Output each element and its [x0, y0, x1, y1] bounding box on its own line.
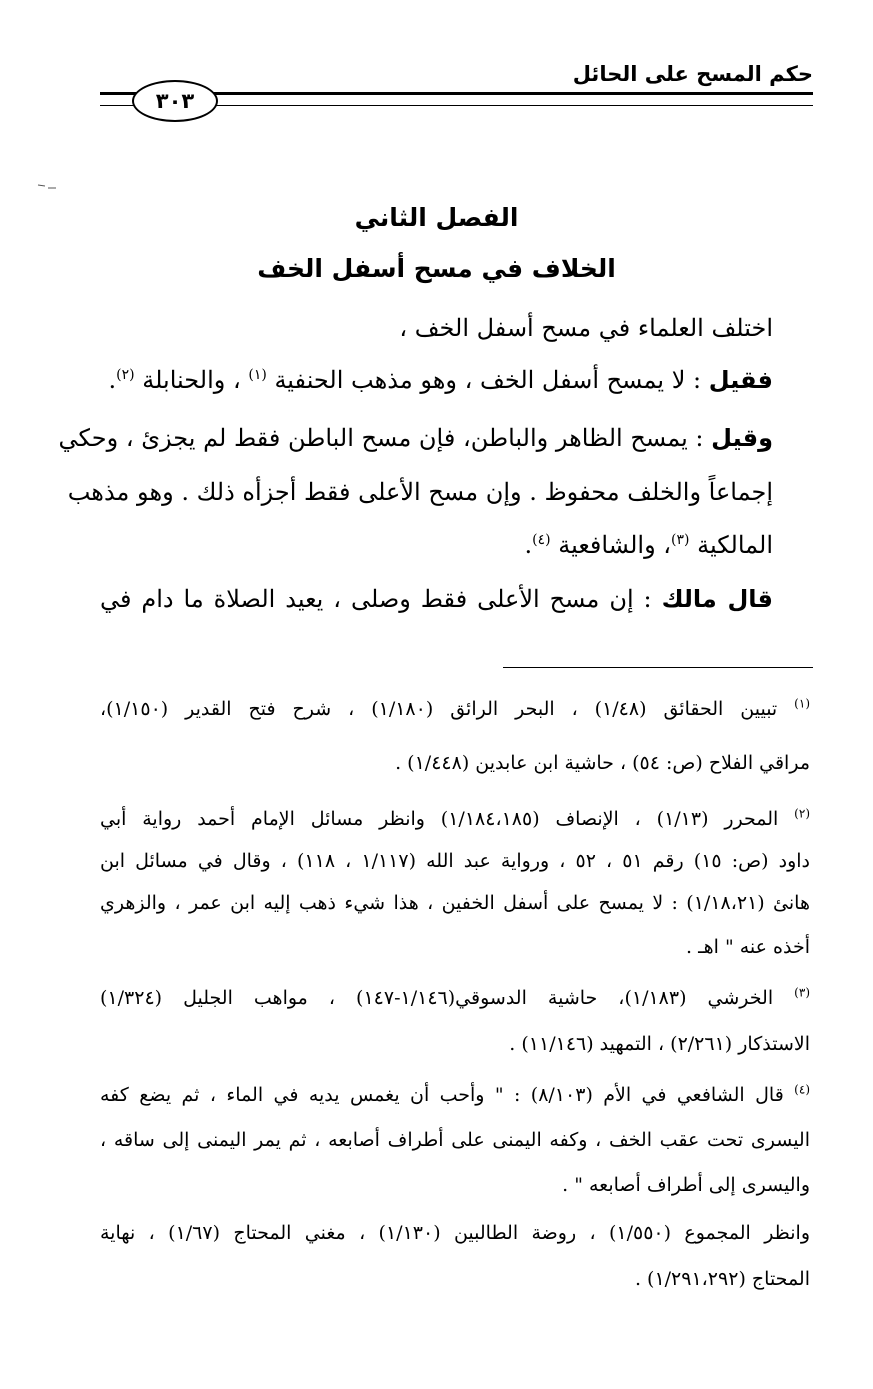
footnote-ref-1: (١) [248, 367, 267, 383]
footnote-1-line1 [100, 696, 810, 722]
opinion2-text-1: : يمسح الظاهر والباطن، فإن مسح الباطن فقط لم يجزئ ، وحكي [58, 424, 712, 452]
footnote-ref-4: (٤) [532, 532, 551, 548]
opinion2-text-3a: المالكية [689, 531, 773, 559]
footnote-3-text-2: الاستذكار (٢/٢٦١) ، التمهيد (١١/١٤٦) . [509, 1033, 810, 1055]
footnote-4-line5 [100, 1266, 810, 1292]
footnote-2-line4 [100, 934, 810, 960]
opinion2-line1 [58, 422, 773, 454]
footnote-4-text-1: قال الشافعي في الأم (٨/١٠٣) : " وأحب أن يغمس يديه في الماء ، ثم يضع كفه [100, 1084, 795, 1106]
footnote-4-line2 [100, 1127, 810, 1153]
malik-lead: قال مالك [661, 585, 773, 613]
body-intro [100, 312, 773, 344]
footnote-4-text-3: واليسرى إلى أطراف أصابعه " . [562, 1174, 810, 1196]
footnote-1-number: (١) [794, 696, 810, 711]
footnote-2-text-4: أخذه عنه " اهـ . [685, 936, 810, 958]
opinion2-text-2: إجماعاً والخلف محفوظ . وإن مسح الأعلى فقط أجزأه ذلك . وهو مذهب [67, 478, 773, 506]
footnote-2-text-3: هانئ (١/١٨،٢١) : لا يمسح على أسفل الخفين ، هذا شيء ذهب إليه ابن عمر ، والزهري [100, 892, 810, 914]
footnote-2-number: (٢) [794, 806, 810, 821]
footnote-3-text-1: الخرشي (١/١٨٣)، حاشية الدسوقي(١/١٤٦-١٤٧) ، مواهب الجليل (١/٣٢٤) [100, 987, 795, 1009]
footnote-4-line1 [100, 1082, 810, 1108]
footnote-ref-2: (٢) [116, 367, 135, 383]
footnote-3-line2 [100, 1031, 810, 1057]
opinion1-lead: فقيل [708, 366, 773, 394]
opinion2-text-3b: ، والشافعية [550, 531, 672, 559]
opinion1-text-b: ، والحنابلة [134, 366, 249, 394]
footnote-3-number: (٣) [794, 985, 810, 1000]
footnote-2-text-1: المحرر (١/١٣) ، الإنصاف (١/١٨٤،١٨٥) وانظر مسائل الإمام أحمد رواية أبي [100, 808, 795, 830]
footnote-1-text-2: مراقي الفلاح (ص: ٥٤) ، حاشية ابن عابدين (١/٤٤٨) . [395, 752, 810, 774]
malik-line [100, 583, 773, 615]
footnote-2-line2 [100, 848, 810, 874]
opinion2-lead: وقيل [711, 424, 773, 452]
footnote-4-text-2: اليسرى تحت عقب الخف ، وكفه اليمنى على أطراف أصابعه ، ثم يمر اليمنى إلى ساقه ، [100, 1129, 810, 1151]
section-title: الخلاف في مسح أسفل الخف [257, 254, 616, 283]
footnote-4-number: (٤) [794, 1082, 810, 1097]
chapter-title: الفصل الثاني [354, 203, 519, 232]
footnote-1-text-1: تبيين الحقائق (١/٤٨) ، البحر الرائق (١/١٨٠) ، شرح فتح القدير (١/١٥٠)، [100, 698, 795, 720]
malik-text: : إن مسح الأعلى فقط وصلى ، يعيد الصلاة ما دام في [100, 585, 662, 613]
scan-speck [36, 182, 60, 190]
page-number: ٣٠٣ [132, 80, 218, 122]
footnote-ref-3: (٣) [671, 532, 690, 548]
opinion2-text-3c: . [524, 531, 533, 559]
footnote-4-text-5: المحتاج (١/٢٩١،٢٩٢) . [634, 1268, 810, 1290]
footnote-2-line3 [100, 890, 810, 916]
footnote-2-text-2: داود (ص: ١٥) رقم ٥١ ، ٥٢ ، ورواية عبد الله (١/١١٧ ، ١١٨) ، وقال في مسائل ابن [100, 850, 810, 872]
footnote-4-line4 [100, 1220, 810, 1246]
footnote-rule [503, 667, 813, 668]
running-title: حكم المسح على الحائل [572, 62, 813, 86]
opinion2-line2 [67, 476, 773, 508]
opinion2-line3 [100, 529, 773, 561]
footnote-4-text-4: وانظر المجموع (١/٥٥٠) ، روضة الطالبين (١/١٣٠) ، مغني المحتاج (١/٦٧) ، نهاية [100, 1222, 810, 1244]
opinion1-text-a: : لا يمسح أسفل الخف ، وهو مذهب الحنفية [266, 366, 709, 394]
footnote-1-line2 [100, 750, 810, 776]
opinion1-text-c: . [108, 366, 117, 394]
intro-text: اختلف العلماء في مسح أسفل الخف ، [399, 314, 773, 342]
footnote-4-line3 [100, 1172, 810, 1198]
footnote-3-line1 [100, 985, 810, 1011]
opinion1-line [100, 364, 773, 396]
footnote-2-line1 [100, 806, 810, 832]
